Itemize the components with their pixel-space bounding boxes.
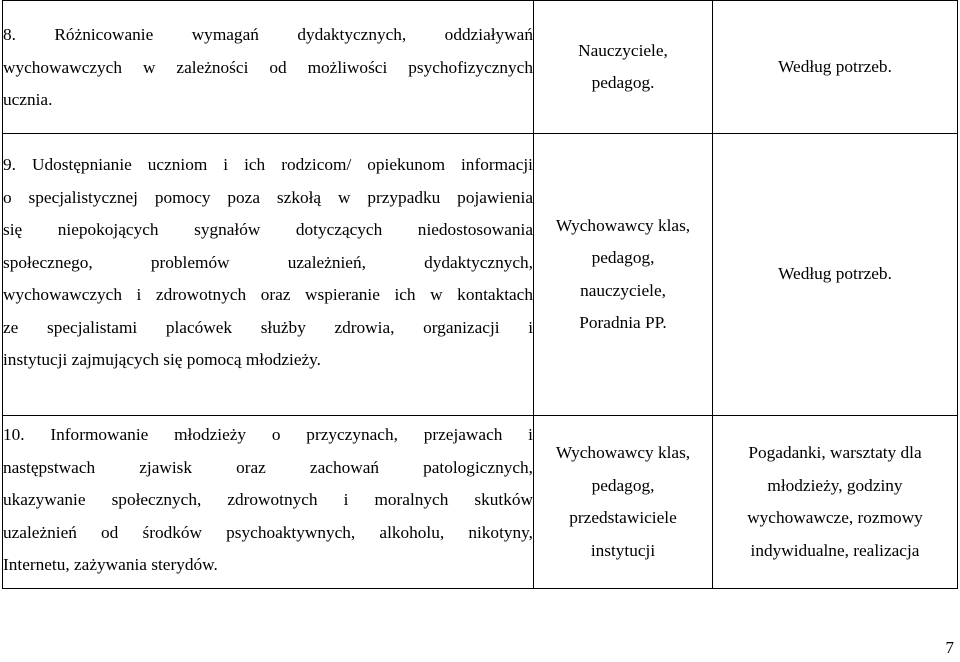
task-line: ze specjalistami placówek służby zdrowia, organizacji i xyxy=(3,317,533,337)
table-row xyxy=(3,134,958,416)
task-line: instytucji zajmujących się pomocą młodzieży. xyxy=(3,350,321,369)
responsible-line: pedagog, xyxy=(591,248,655,267)
task-description xyxy=(3,134,534,416)
task-line: Udostępnianie uczniom i ich rodzicom/ opiekunom informacji xyxy=(31,155,533,174)
responsible-line: instytucji xyxy=(590,540,656,560)
page-number: 7 xyxy=(945,638,954,657)
task-number: 9. xyxy=(3,155,16,174)
responsible-cell xyxy=(534,416,713,589)
responsible-line: przedstawiciele xyxy=(569,508,677,527)
deadline-line: młodzieży, godziny xyxy=(767,475,903,495)
responsible-line: nauczyciele, xyxy=(580,280,666,300)
deadline-line: indywidualne, realizacja xyxy=(750,540,920,560)
task-number: 10. xyxy=(3,425,25,444)
table-row xyxy=(3,1,958,134)
task-description xyxy=(3,1,534,134)
table-row xyxy=(3,416,958,589)
task-line: o specjalistycznej pomocy poza szkołą w przypadku pojawienia xyxy=(3,187,533,207)
task-line: Różnicowanie wymagań dydaktycznych, oddziaływań xyxy=(54,25,533,44)
task-line: wychowawczych w zależności od możliwości psychofizycznych xyxy=(3,57,533,77)
task-description xyxy=(3,416,534,589)
task-line: uzależnień od środków psychoaktywnych, alkoholu, nikotyny, xyxy=(3,522,533,542)
deadline-cell xyxy=(713,416,958,589)
task-line: wychowawczych i zdrowotnych oraz wspieranie ich w kontaktach xyxy=(3,285,533,304)
activities-table xyxy=(2,0,958,589)
responsible-cell xyxy=(534,1,713,134)
deadline-line: Według potrzeb. xyxy=(778,264,892,284)
task-line: następstwach zjawisk oraz zachowań patologicznych, xyxy=(3,457,533,477)
responsible-line: Nauczyciele, xyxy=(578,40,668,60)
task-line: ucznia. xyxy=(3,90,53,109)
responsible-line: Poradnia PP. xyxy=(579,313,667,332)
task-line: społecznego, problemów uzależnień, dydaktycznych, xyxy=(3,252,533,272)
responsible-line: pedagog. xyxy=(591,73,655,92)
task-line: ukazywanie społecznych, zdrowotnych i moralnych skutków xyxy=(3,490,533,509)
responsible-line: Wychowawcy klas, xyxy=(555,215,691,235)
deadline-line: Według potrzeb. xyxy=(778,56,892,76)
responsible-line: Wychowawcy klas, xyxy=(555,443,691,462)
task-line: Internetu, zażywania sterydów. xyxy=(3,555,218,574)
deadline-line: wychowawcze, rozmowy xyxy=(747,508,923,527)
deadline-cell xyxy=(713,1,958,134)
deadline-line: Pogadanki, warsztaty dla xyxy=(748,443,922,462)
task-line: się niepokojących sygnałów dotyczących niedostosowania xyxy=(3,220,533,239)
task-line: Informowanie młodzieży o przyczynach, przejawach i xyxy=(50,425,533,444)
task-number: 8. xyxy=(3,25,16,44)
responsible-cell xyxy=(534,134,713,416)
deadline-cell xyxy=(713,134,958,416)
responsible-line: pedagog, xyxy=(591,475,655,495)
